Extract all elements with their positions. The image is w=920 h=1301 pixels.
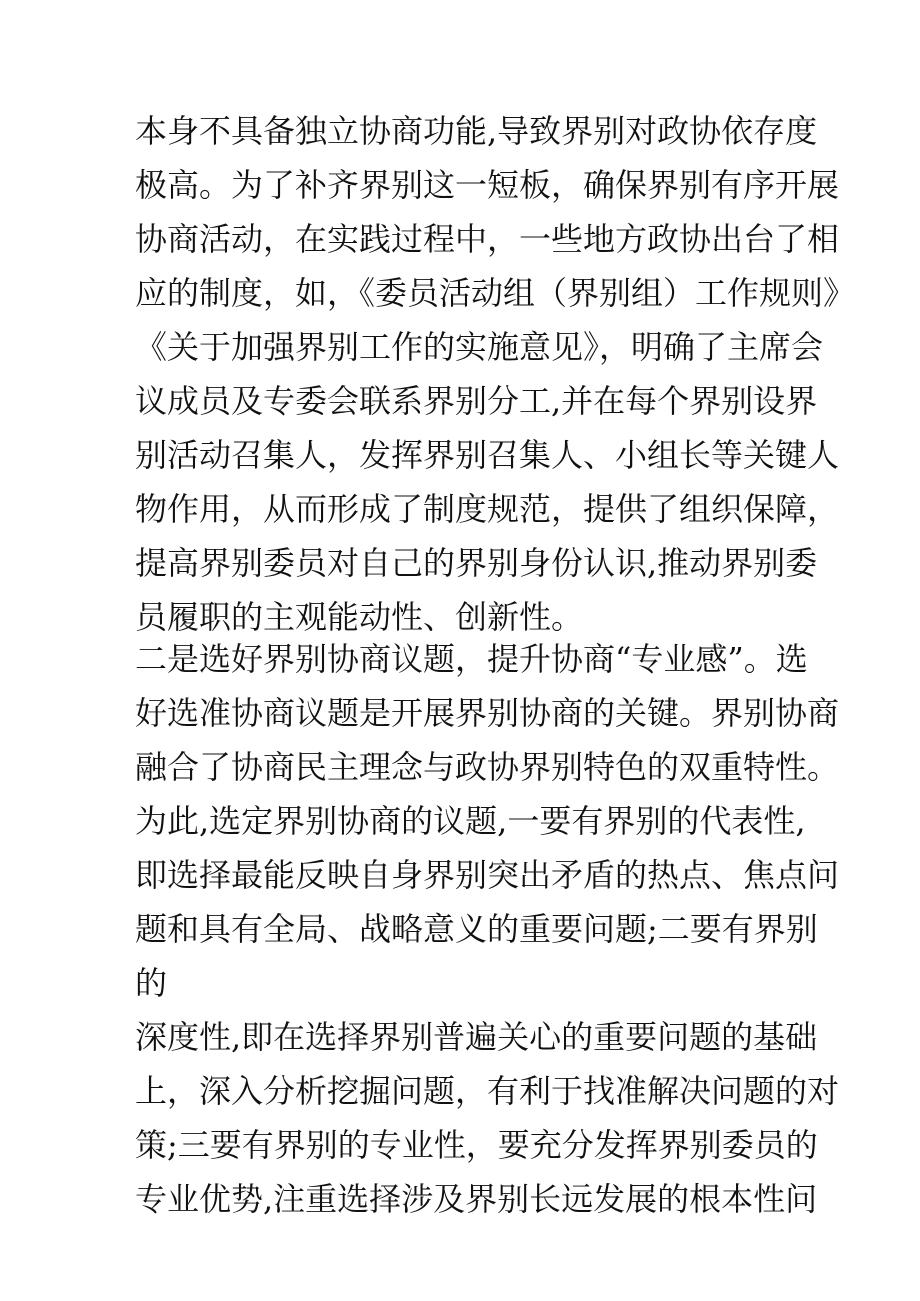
text-line: 议成员及专委会联系界别分工,并在每个界别设界 (135, 382, 818, 420)
text-line: 物作用，从而形成了制度规范，提供了组织保障， (135, 490, 840, 528)
text-line: 别活动召集人，发挥界别召集人、小组长等关键人 (135, 436, 840, 474)
paragraph-1 (135, 104, 856, 644)
text-line: 融合了协商民主理念与政协界别特色的双重特性。 (135, 748, 840, 786)
text-line: 二是选好界别协商议题，提升协商“专业感”。选 (135, 640, 808, 678)
paragraph-2 (135, 632, 840, 1226)
text-line: 协商活动，在实践过程中，一些地方政协出台了相 (135, 220, 840, 258)
text-line: 为此,选定界别协商的议题,一要有界别的代表性, (135, 802, 806, 840)
text-line: 题和具有全局、战略意义的重要问题;二要有界别 (135, 910, 818, 948)
text-line: 专业优势,注重选择涉及界别长远发展的根本性问 (135, 1180, 818, 1218)
text-line: 本身不具备独立协商功能,导致界别对政协依存度 (135, 112, 818, 150)
text-line: 《关于加强界别工作的实施意见》，明确了主席会 (135, 328, 824, 366)
text-line: 的 (135, 964, 168, 1002)
text-line: 上，深入分析挖掘问题，有利于找准解决问题的对 (135, 1072, 840, 1110)
text-line: 应的制度，如，《委员活动组（界别组）工作规则》 (135, 274, 856, 312)
text-line: 深度性,即在选择界别普遍关心的重要问题的基础 (135, 1018, 818, 1056)
text-line: 策;三要有界别的专业性，要充分发挥界别委员的 (135, 1126, 818, 1164)
text-line: 员履职的主观能动性、创新性。 (135, 598, 584, 636)
text-line: 即选择最能反映自身界别突出矛盾的热点、焦点问 (135, 856, 840, 894)
text-line: 好选准协商议题是开展界别协商的关键。界别协商 (135, 694, 840, 732)
text-line: 提高界别委员对自己的界别身份认识,推动界别委 (135, 544, 818, 582)
text-line: 极高。为了补齐界别这一短板，确保界别有序开展 (135, 166, 840, 204)
